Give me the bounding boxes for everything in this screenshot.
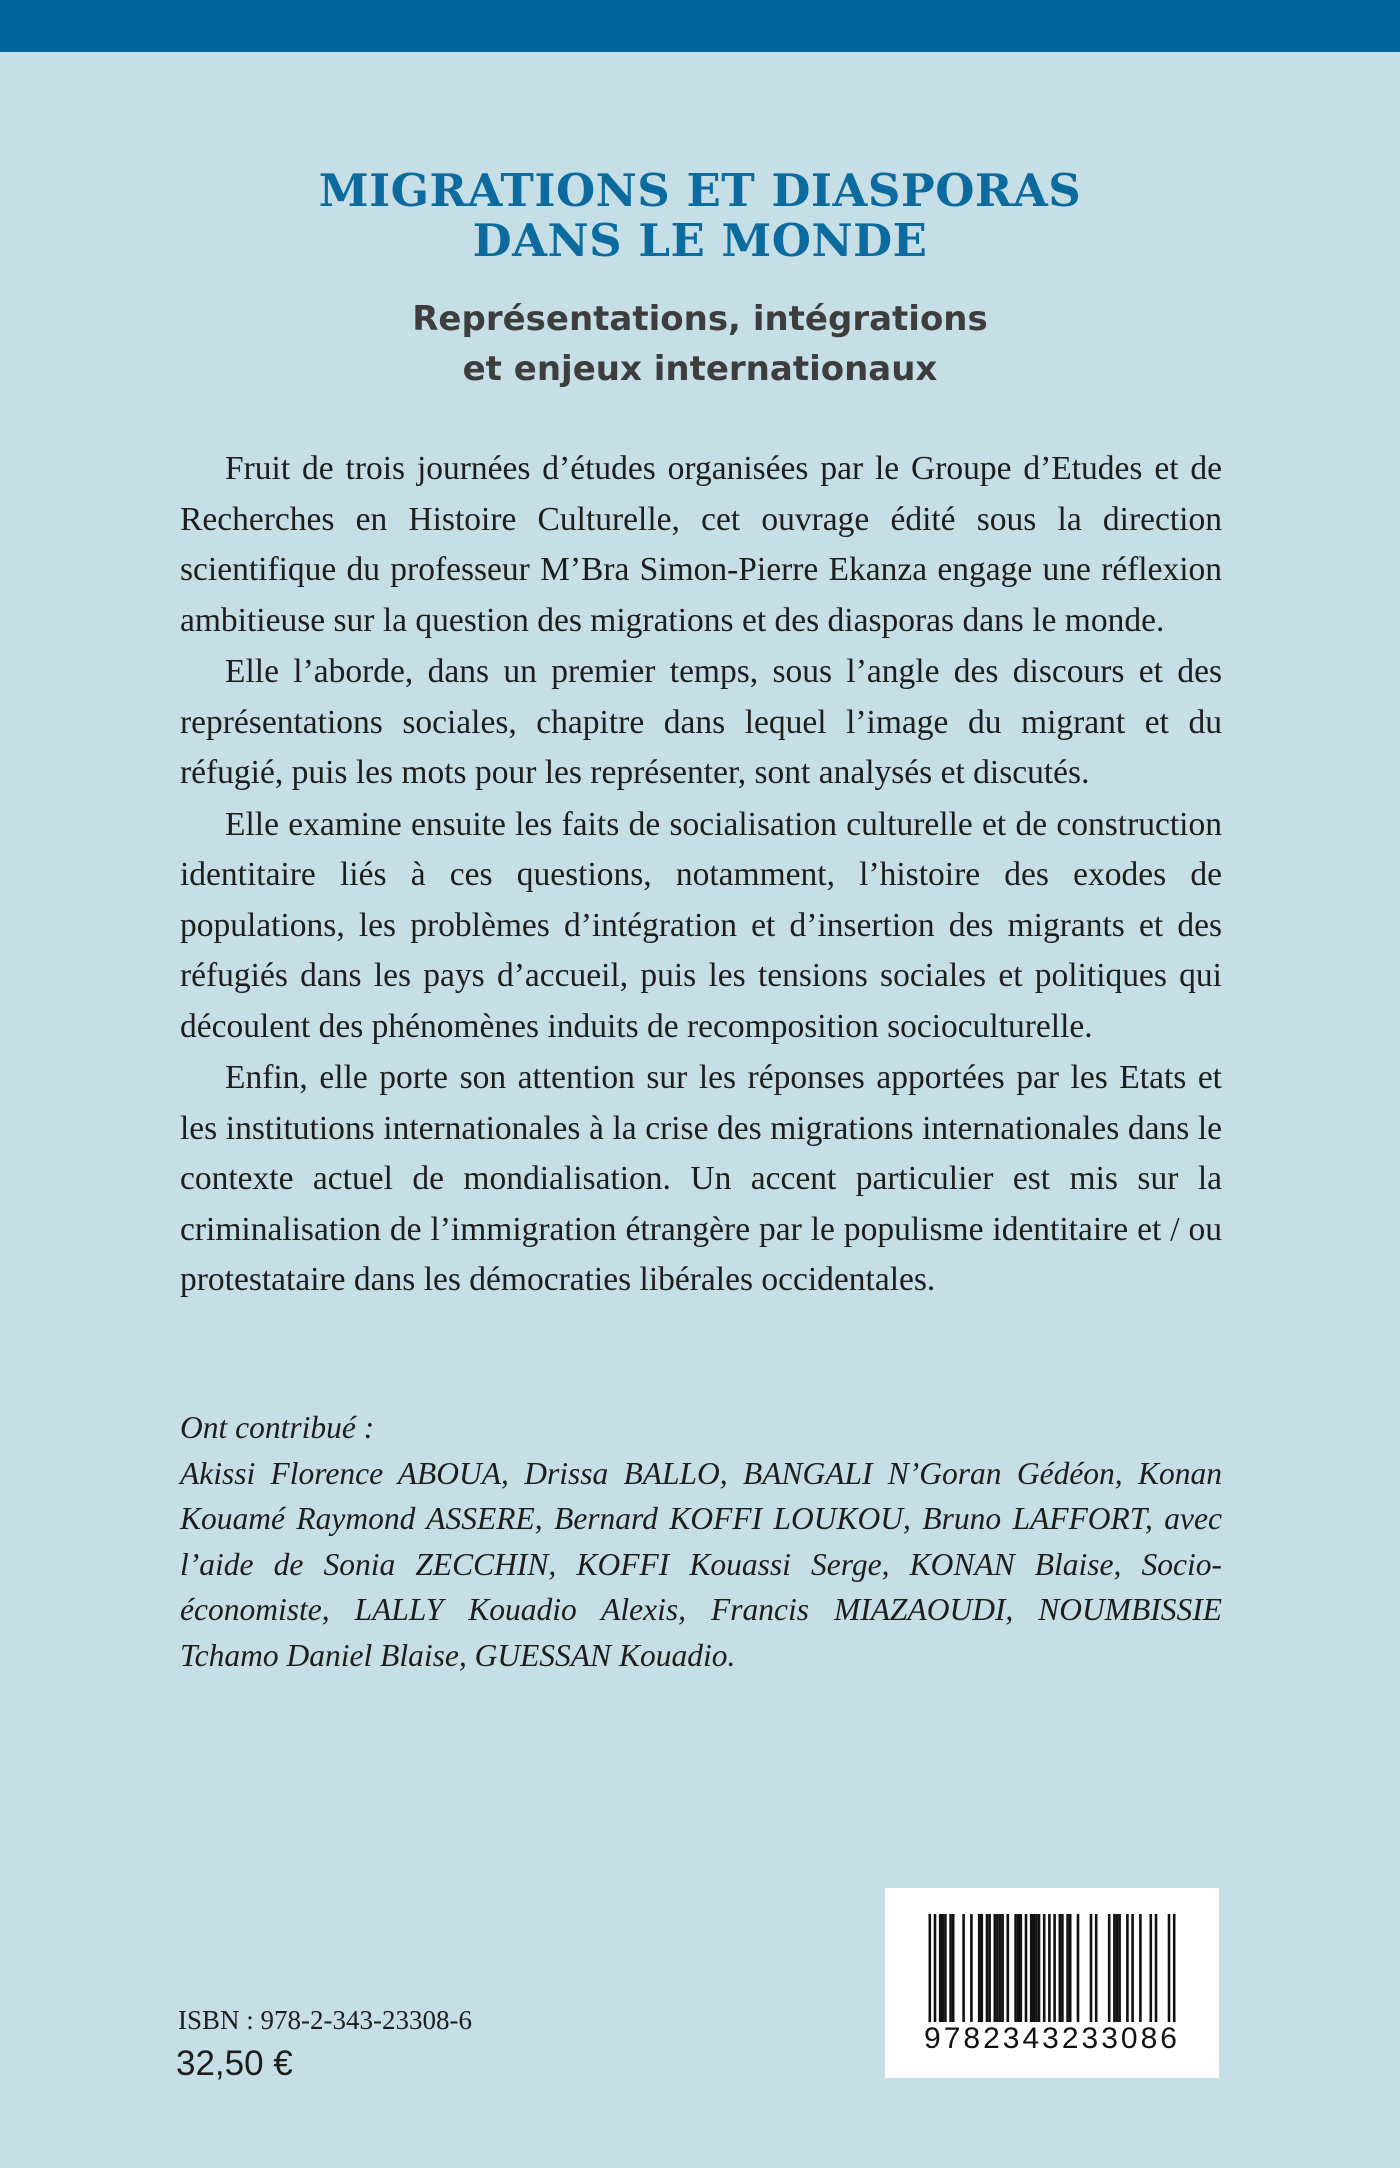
barcode-bar (1048, 1914, 1051, 2022)
barcode-bar (1014, 1914, 1017, 2022)
barcode-bar (1108, 1914, 1111, 2022)
barcode-bar (1113, 1914, 1116, 2022)
barcode-bar (1095, 1914, 1098, 2022)
barcode-bar (1061, 1914, 1064, 2022)
barcode-digits: 9782343233086 (924, 2022, 1180, 2055)
barcode-bar (1020, 1914, 1023, 2022)
barcode-bar (1077, 1914, 1080, 2022)
barcode-bar (1066, 1914, 1069, 2022)
barcode-bar (988, 1914, 991, 2022)
top-color-band (0, 0, 1400, 52)
barcode-bar (999, 1914, 1002, 2022)
barcode-bar (986, 1914, 989, 2022)
contributors-label: Ont contribué : (180, 1410, 375, 1445)
barcode-bar (1017, 1914, 1020, 2022)
barcode-bar (1150, 1914, 1153, 2022)
contributors-names: Akissi Florence ABOUA, Drissa BALLO, BANGALI N’Goran Gédéon, Konan Kouamé Raymond ASSERE, Bernard KOFFI LOUKOU, Bruno LAFFORT, avec l’aide de Sonia ZECCHIN, KOFFI Kouassi Serge, KONAN Blaise, Socio-économiste, LALLY Kouadio Alexis, Francis MIAZAOUDI, NOUMBISSIE Tchamo Daniel Blaise, GUESSAN Kouadio. (180, 1455, 1222, 1673)
blurb-text (180, 444, 1222, 1306)
barcode-bar (1155, 1914, 1158, 2022)
barcode-bar (952, 1914, 955, 2022)
barcode-bar (1118, 1914, 1121, 2022)
barcode-bar (1168, 1914, 1171, 2022)
blurb-paragraph-4: Enfin, elle porte son attention sur les réponses apportées par les Etats et les institutions internationales à la crise des migrations internationales dans le contexte actuel de mondialisation. Un accent particulier est mis sur la criminalisation de l’immigration étrangère par le populisme identitaire et / ou protestataire dans les démocraties libérales occidentales. (180, 1059, 1222, 1298)
blurb-paragraph-3: Elle examine ensuite les faits de socialisation culturelle et de construction identitaire liés à ces questions, notamment, l’histoire des exodes de populations, les problèmes d’intégration et d’insertion des migrants et des réfugiés dans les pays d’accueil, puis les tensions sociales et politiques qui découlent des phénomènes induits de recomposition socioculturelle. (180, 805, 1222, 1045)
barcode-bar (1038, 1914, 1041, 2022)
book-title-line-2: DANS LE MONDE (472, 214, 928, 267)
book-subtitle-line-2: et enjeux internationaux (462, 349, 938, 389)
barcode-bar (981, 1914, 984, 2022)
barcode-bar (1131, 1914, 1134, 2022)
barcode-bar (1090, 1914, 1093, 2022)
barcode-bar (1116, 1914, 1119, 2022)
barcode-bar (1007, 1914, 1010, 2022)
book-title (0, 166, 1400, 266)
barcode-bar (1033, 1914, 1036, 2022)
book-subtitle (0, 294, 1400, 394)
barcode-bar (962, 1914, 965, 2022)
barcode-bar (1035, 1914, 1038, 2022)
barcode-bar (1069, 1914, 1072, 2022)
barcode-bar (942, 1914, 945, 2022)
book-subtitle-line-1: Représentations, intégrations (412, 299, 988, 339)
barcode-bar (970, 1914, 973, 2022)
barcode-bar (996, 1914, 999, 2022)
isbn-text: ISBN : 978-2-343-23308-6 (178, 2005, 472, 2035)
blurb-paragraph-2: Elle l’aborde, dans un premier temps, sous l’angle des discours et des représentations sociales, chapitre dans lequel l’image du migrant et du réfugié, puis les mots pour les représenter, sont analysés et discutés. (180, 653, 1222, 791)
barcode-bar (1030, 1914, 1033, 2022)
barcode-bar (939, 1914, 942, 2022)
barcode-bar (1053, 1914, 1056, 2022)
barcode-bar (994, 1914, 997, 2022)
barcode-bar (1126, 1914, 1129, 2022)
book-title-line-1: MIGRATIONS ET DIASPORAS (318, 164, 1082, 217)
barcode-bar (934, 1914, 937, 2022)
barcode-bar (978, 1914, 981, 2022)
barcode-bar (1043, 1914, 1046, 2022)
barcode-bar (1001, 1914, 1004, 2022)
barcode (885, 1888, 1219, 2078)
barcode-bar (949, 1914, 952, 2022)
barcode-bar (1139, 1914, 1142, 2022)
barcode-bar (1059, 1914, 1062, 2022)
barcode-bar (929, 1914, 932, 2022)
barcode-bar (1025, 1914, 1028, 2022)
barcode-bar (944, 1914, 947, 2022)
price-text: 32,50 € (176, 2044, 293, 2083)
blurb-paragraph-1: Fruit de trois journées d’études organisées par le Groupe d’Etudes et de Recherches en Histoire Culturelle, cet ouvrage édité sous la direction scientifique du professeur M’Bra Simon-Pierre Ekanza engage une réflexion ambitieuse sur la question des migrations et des diasporas dans le monde. (180, 450, 1222, 639)
contributors-section (180, 1405, 1222, 1678)
barcode-bar (1173, 1914, 1176, 2022)
